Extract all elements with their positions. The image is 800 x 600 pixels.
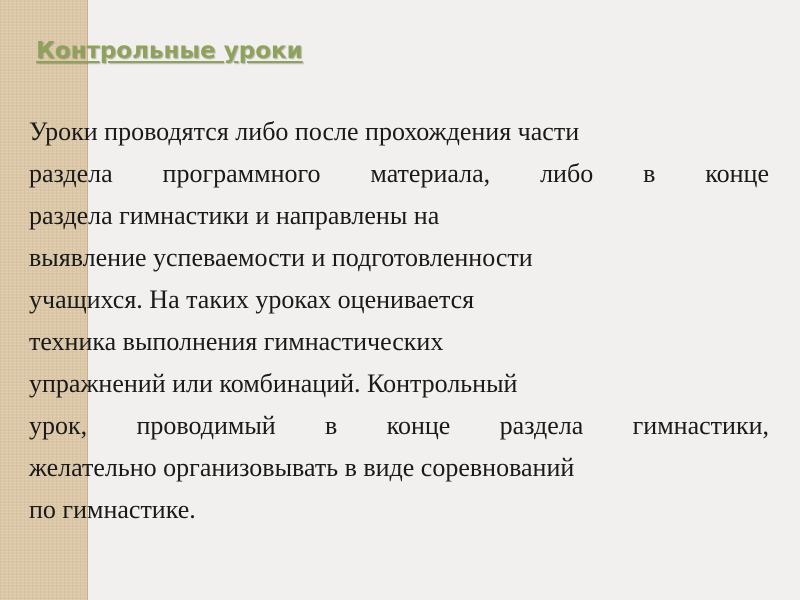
slide-body-text xyxy=(29,111,769,531)
slide-title: Контрольные уроки xyxy=(36,38,303,64)
body-line-9: желательно организовывать в виде соревнований xyxy=(29,453,575,482)
body-line-4: выявление успеваемости и подготовленности xyxy=(29,243,533,272)
body-line-8: урок, проводимый в конце раздела гимнастики, xyxy=(29,411,769,440)
body-line-6: техника выполнения гимнастических xyxy=(29,327,444,356)
body-line-10: по гимнастике. xyxy=(29,495,196,524)
body-line-7: упражнений или комбинаций. Контрольный xyxy=(29,369,518,398)
body-line-3: раздела гимнастики и направлены на xyxy=(29,201,440,230)
body-line-2: раздела программного материала, либо в конце xyxy=(29,159,769,188)
body-line-5: учащихся. На таких уроках оценивается xyxy=(29,285,475,314)
body-line-1: Уроки проводятся либо после прохождения части xyxy=(29,117,580,146)
